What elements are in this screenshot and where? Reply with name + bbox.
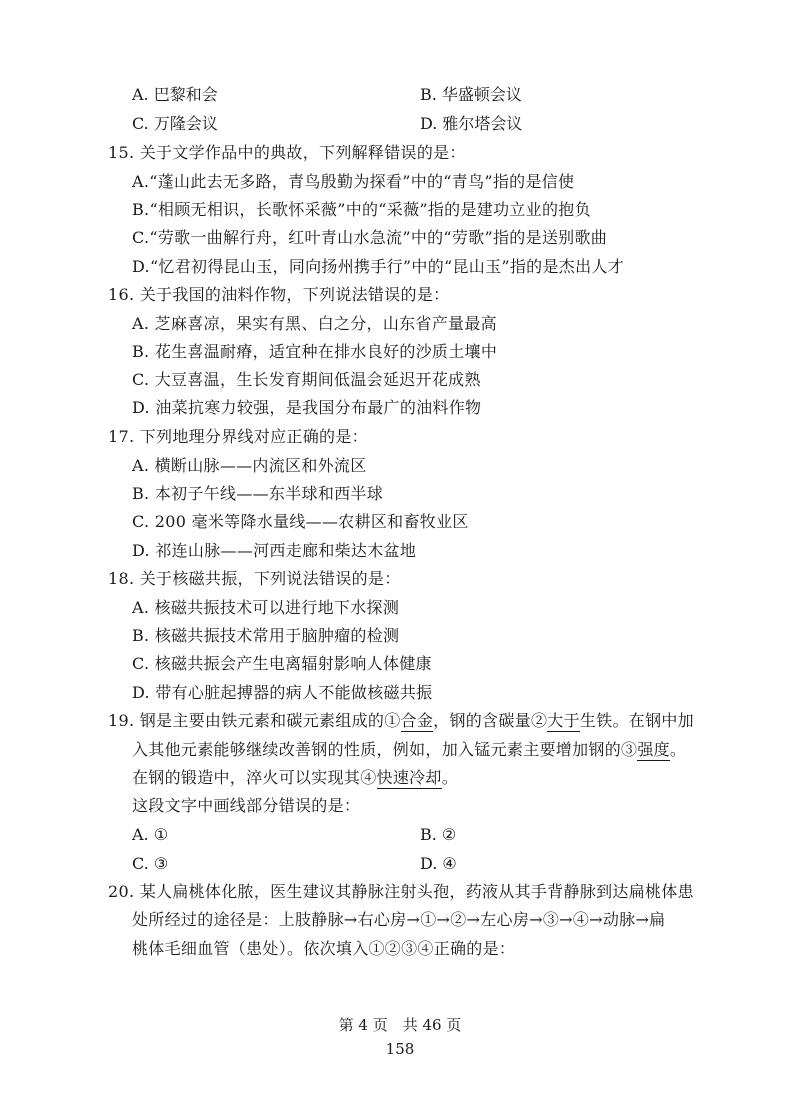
q20-line-1: 20. 某人扁桃体化脓，医生建议其静脉注射头孢，药液从其手背静脉到达扁桃体患: [108, 882, 694, 901]
q14-option-a: A. 巴黎和会: [132, 85, 218, 104]
q18-option-d: D. 带有心脏起搏器的病人不能做核磁共振: [132, 683, 433, 702]
q17-option-d: D. 祁连山脉——河西走廊和柴达木盆地: [132, 541, 417, 560]
q19-line-1: [108, 711, 694, 731]
q19-text: 。: [669, 740, 687, 759]
q19-option-b: B. ②: [420, 825, 457, 844]
q17-option-a: A. 横断山脉——内流区和外流区: [132, 456, 367, 475]
q19-underline-4: 快速冷却: [376, 768, 442, 787]
q18-option-a: A. 核磁共振技术可以进行地下水探测: [132, 598, 400, 617]
q15-option-d: D.“忆君初得昆山玉，同向扬州携手行”中的“昆山玉”指的是杰出人才: [132, 257, 624, 276]
q19-underline-3: 强度: [637, 740, 670, 759]
q19-text: 。: [441, 768, 459, 787]
q14-option-b: B. 华盛顿会议: [420, 85, 522, 104]
q15-option-c: C.“劳歌一曲解行舟，红叶青山水急流”中的“劳歌”指的是送别歌曲: [132, 228, 608, 247]
q19-text: 入其他元素能够继续改善钢的性质，例如，加入锰元素主要增加钢的③: [132, 740, 638, 759]
q14-option-c: C. 万隆会议: [132, 114, 218, 133]
q20-line-3: 桃体毛细血管（患处）。依次填入①②③④正确的是：: [132, 939, 516, 958]
q16-option-d: D. 油菜抗寒力较强，是我国分布最广的油料作物: [132, 398, 482, 417]
q19-underline-1: 合金: [400, 711, 434, 730]
q19-option-d: D. ④: [420, 854, 457, 873]
q19-line-2: [132, 740, 686, 760]
q19-text: 在钢的锻造中，淬火可以实现其④: [132, 768, 377, 787]
q16-option-c: C. 大豆喜温，生长发育期间低温会延迟开花成熟: [132, 370, 481, 389]
q19-option-c: C. ③: [132, 854, 169, 873]
q18-stem: 18. 关于核磁共振，下列说法错误的是：: [108, 569, 401, 588]
q19-text: 生铁。在钢中加: [579, 711, 694, 730]
q16-option-a: A. 芝麻喜凉，果实有黑、白之分，山东省产量最高: [132, 314, 497, 333]
q15-stem: 15. 关于文学作品中的典故，下列解释错误的是：: [108, 143, 466, 162]
q15-option-b: B.“相顾无相识，长歌怀采薇”中的“采薇”指的是建功立业的抱负: [132, 200, 591, 219]
q19-line-3: [132, 768, 458, 788]
q20-line-2: 处所经过的途径是：上肢静脉→右心房→①→②→左心房→③→④→动脉→扁: [132, 910, 666, 929]
page-info: 第 4 页 共 46 页: [338, 1016, 462, 1034]
q19-question: 这段文字中画线部分错误的是：: [132, 796, 361, 815]
q16-stem: 16. 关于我国的油料作物，下列说法错误的是：: [108, 285, 450, 304]
q17-stem: 17. 下列地理分界线对应正确的是：: [108, 427, 368, 446]
q19-text: ，钢的含碳量②: [433, 711, 548, 730]
page-number: 158: [385, 1040, 415, 1058]
q14-option-d: D. 雅尔塔会议: [420, 114, 523, 133]
q16-option-b: B. 花生喜温耐瘠，适宜种在排水良好的沙质土壤中: [132, 342, 498, 361]
q18-option-b: B. 核磁共振技术常用于脑肿瘤的检测: [132, 626, 400, 645]
q17-option-c: C. 200 毫米等降水量线——农耕区和畜牧业区: [132, 512, 469, 531]
q18-option-c: C. 核磁共振会产生电离辐射影响人体健康: [132, 654, 432, 673]
q19-option-a: A. ①: [132, 825, 169, 844]
q15-option-a: A.“蓬山此去无多路，青鸟殷勤为探看”中的“青鸟”指的是信使: [132, 172, 575, 191]
q19-text: 19. 钢是主要由铁元素和碳元素组成的①: [108, 711, 401, 730]
q17-option-b: B. 本初子午线——东半球和西半球: [132, 484, 384, 503]
q19-underline-2: 大于: [547, 711, 580, 730]
